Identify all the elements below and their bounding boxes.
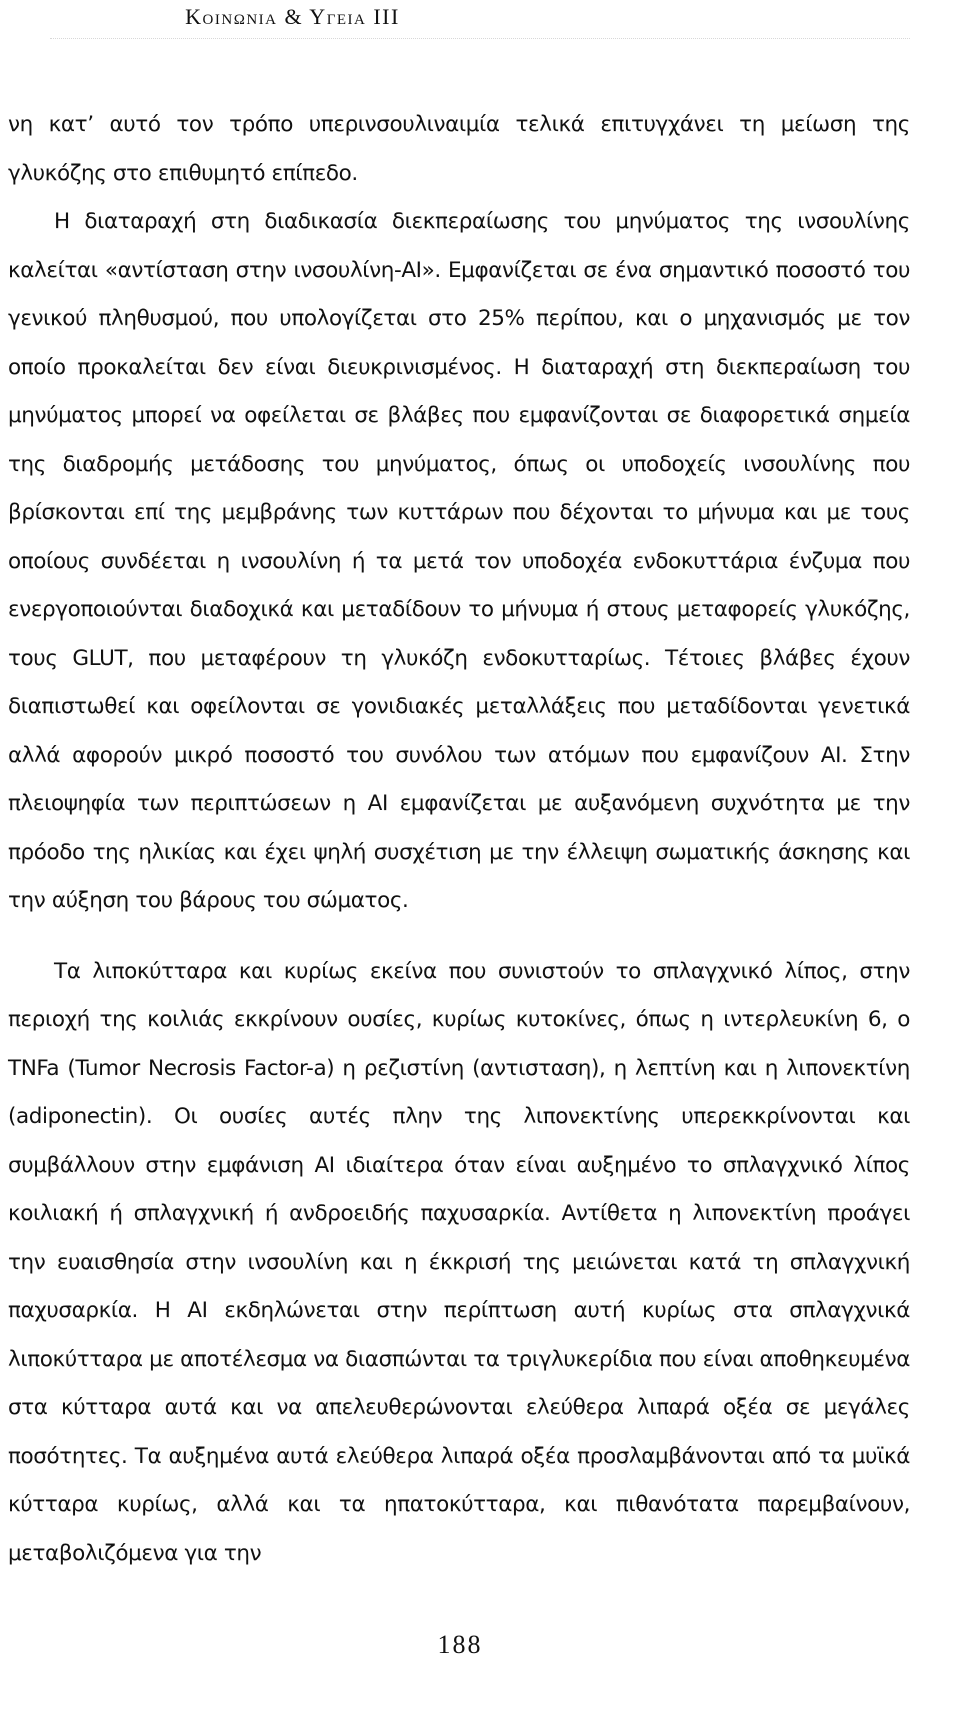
body-text: [8, 101, 910, 1578]
page-number: 188: [437, 1630, 483, 1659]
header-divider: [50, 38, 910, 39]
paragraph-insulin-resistance: Η διαταραχή στη διαδικασία διεκπεραίωσης του μηνύματος της ινσουλίνης καλείται «αντίσταση στην ινσουλίνη-ΑΙ». Εμφανίζεται σε ένα σημαντικό ποσοστό του γενικού πληθυσμού, που υπολογίζεται στο 25% περίπου, και ο μηχανισμός με τον οποίο προκαλείται δεν είναι διευκρινισμένος. Η διαταραχή στη διεκπεραίωση του μηνύματος μπορεί να οφείλεται σε βλάβες που εμφανίζονται σε διαφορετικά σημεία της διαδρομής μετάδοσης του μηνύματος, όπως οι υποδοχείς ινσουλίνης που βρίσκονται επί της μεμβράνης των κυττάρων που δέχονται το μήνυμα και με τους οποίους συνδέεται η ινσουλίνη ή τα μετά τον υποδοχέα ενδοκυττάρια ένζυμα που ενεργοποιούνται διαδοχικά και μεταδίδουν το μήνυμα ή στους μεταφορείς γλυκόζης, τους GLUT, που μεταφέρουν τη γλυκόζη ενδοκυτταρίως. Τέτοιες βλάβες έχουν διαπιστωθεί και οφείλονται σε γονιδιακές μεταλλάξεις που μεταδίδονται γενετικά αλλά αφορούν μικρό ποσοστό του συνόλου των ατόμων που εμφανίζουν ΑΙ. Στην πλειοψηφία των περιπτώσεων η ΑΙ εμφανίζεται με αυξανόμενη συχνότητα με την πρόοδο της ηλικίας και έχει ψηλή συσχέτιση με την έλλειψη σωματικής άσκησης και την αύξηση του βάρους του σώματος.: [8, 209, 910, 913]
running-head: Κοινωνια & Υγεια ΙΙΙ: [185, 4, 400, 29]
paragraph-adipocytes: Τα λιποκύτταρα και κυρίως εκείνα που συνιστούν το σπλαγχνικό λίπος, στην περιοχή της κοιλιάς εκκρίνουν ουσίες, κυρίως κυτοκίνες, όπως η ιντερλευκίνη 6, ο TNFa (Tumor Necrosis Factor-a) η ρεζιστίνη (αντισταση), η λεπτίνη και η λιπονεκτίνη (adiponectin). Οι ουσίες αυτές πλην της λιπονεκτίνης υπερεκκρίνονται και συμβάλλουν στην εμφάνιση ΑΙ ιδιαίτερα όταν είναι αυξημένο το σπλαγχνικό λίπος κοιλιακή ή σπλαγχνική ή ανδροειδής παχυσαρκία. Αντίθετα η λιπονεκτίνη προάγει την ευαισθησία στην ινσουλίνη και η έκκρισή της μειώνεται κατά τη σπλαγχνική παχυσαρκία. Η ΑΙ εκδηλώνεται στην περίπτωση αυτή κυρίως στα σπλαγχνικά λιποκύτταρα με αποτέλεσμα να διασπώνται τα τριγλυκερίδια που είναι αποθηκευμένα στα κύτταρα αυτά και να απελευθερώνονται ελεύθερα λιπαρά οξέα σε μεγάλες ποσότητες. Τα αυξημένα αυτά ελεύθερα λιπαρά οξέα προσλαμβάνονται από τα μυϊκά κύτταρα κυρίως, αλλά και τα ηπατοκύτταρα, και πιθανότατα παρεμβαίνουν, μεταβολιζόμενα για την: [8, 958, 910, 1566]
paragraph-continuation: νη κατ’ αυτό τον τρόπο υπερινσουλιναιμία τελικά επιτυγχάνει τη μείωση της γλυκόζης στο επιθυμητό επίπεδο.: [8, 112, 910, 186]
